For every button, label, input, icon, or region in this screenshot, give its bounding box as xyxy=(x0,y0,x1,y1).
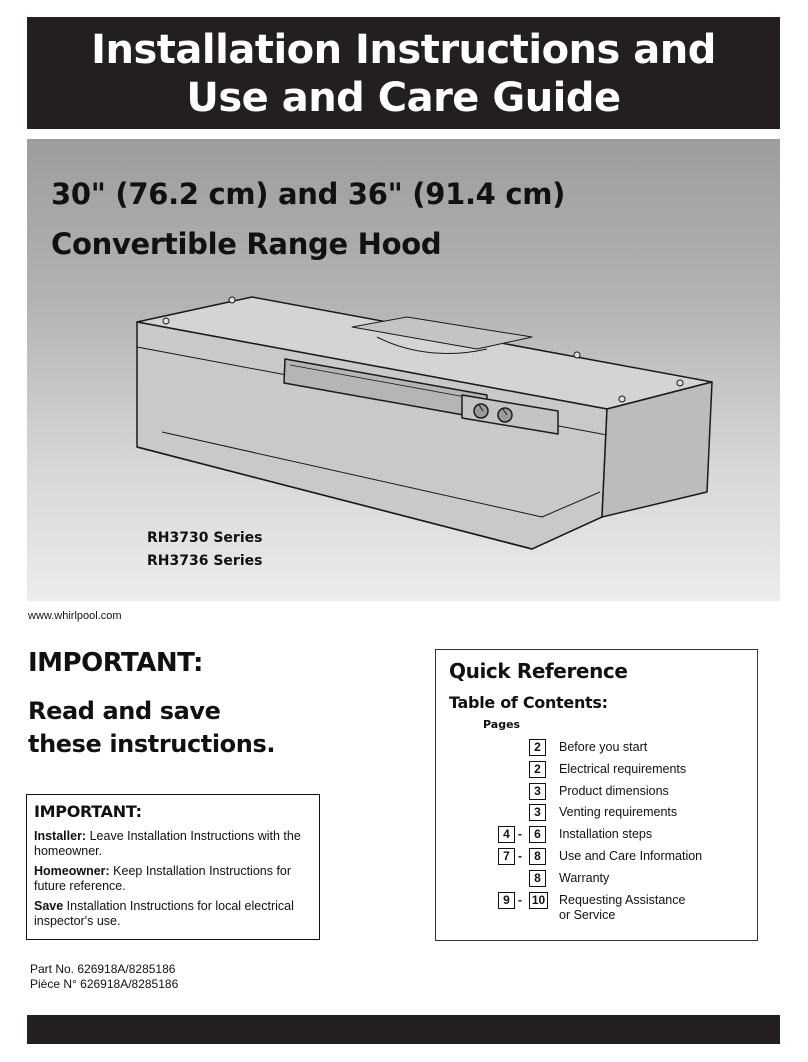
footer-bar xyxy=(27,1015,780,1044)
notice-save: Save Installation Instructions for local electrical inspector's use. xyxy=(34,899,294,928)
page-box: 3 xyxy=(529,783,546,800)
notice-title: IMPORTANT: xyxy=(34,802,142,821)
toc-title: Table of Contents: xyxy=(449,693,608,712)
toc-entry[interactable] xyxy=(436,870,756,892)
important-heading: IMPORTANT: xyxy=(28,648,203,678)
product-title-line-2: Convertible Range Hood xyxy=(51,227,442,261)
toc-entry[interactable] xyxy=(436,804,756,826)
toc-label: Use and Care Information xyxy=(559,849,703,863)
toc-label: Electrical requirements xyxy=(559,762,687,776)
notice-homeowner: Homeowner: Keep Installation Instructions for future reference. xyxy=(34,864,292,893)
quick-reference-box xyxy=(435,649,758,941)
page-box: 2 xyxy=(529,761,546,778)
important-notice-box xyxy=(26,794,320,940)
product-title-line-1: 30" (76.2 cm) and 36" (91.4 cm) xyxy=(51,177,566,211)
toc-entry[interactable] xyxy=(436,848,756,870)
model-series xyxy=(147,527,262,573)
toc-label: Before you start xyxy=(559,740,648,754)
pages-label: Pages xyxy=(483,718,521,731)
series-label: RH3736 Series xyxy=(147,553,263,569)
toc-label: Requesting Assistance or Service xyxy=(559,893,686,922)
important-subheading-line: these instructions. xyxy=(28,730,276,758)
range-dash: - xyxy=(518,893,522,907)
product-title xyxy=(51,169,565,269)
important-subheading-line: Read and save xyxy=(28,697,221,725)
title-banner xyxy=(27,17,780,129)
range-dash: - xyxy=(518,827,522,841)
part-numbers xyxy=(30,962,178,992)
toc-entry[interactable] xyxy=(436,892,756,928)
page-box: 4 xyxy=(498,826,515,843)
range-hood-illustration xyxy=(122,287,742,557)
toc-entry[interactable] xyxy=(436,761,756,783)
page-box: 9 xyxy=(498,892,515,909)
toc-entry[interactable] xyxy=(436,739,756,761)
website-link[interactable]: www.whirlpool.com xyxy=(28,610,122,622)
title-line-2: Use and Care Guide xyxy=(186,75,621,121)
toc-entry[interactable] xyxy=(436,783,756,805)
toc-label: Installation steps xyxy=(559,827,653,841)
page-box: 7 xyxy=(498,848,515,865)
title-line-1: Installation Instructions and xyxy=(91,27,716,73)
product-hero xyxy=(27,139,780,601)
toc-entry[interactable] xyxy=(436,826,756,848)
range-dash: - xyxy=(518,849,522,863)
notice-installer: Installer: Leave Installation Instructions with the homeowner. xyxy=(34,829,301,858)
quick-reference-title: Quick Reference xyxy=(449,659,628,683)
page-box: 8 xyxy=(529,870,546,887)
important-subheading xyxy=(28,695,275,761)
page-box: 6 xyxy=(529,826,546,843)
toc-label: Product dimensions xyxy=(559,784,669,798)
page-box: 2 xyxy=(529,739,546,756)
toc-label: Warranty xyxy=(559,871,610,885)
part-number-french: Pièce N° 626918A/8285186 xyxy=(30,977,179,991)
part-number: Part No. 626918A/8285186 xyxy=(30,962,176,976)
page-box: 8 xyxy=(529,848,546,865)
page-box: 3 xyxy=(529,804,546,821)
series-label: RH3730 Series xyxy=(147,530,263,546)
page-box: 10 xyxy=(529,892,548,909)
toc-label: Venting requirements xyxy=(559,805,678,819)
